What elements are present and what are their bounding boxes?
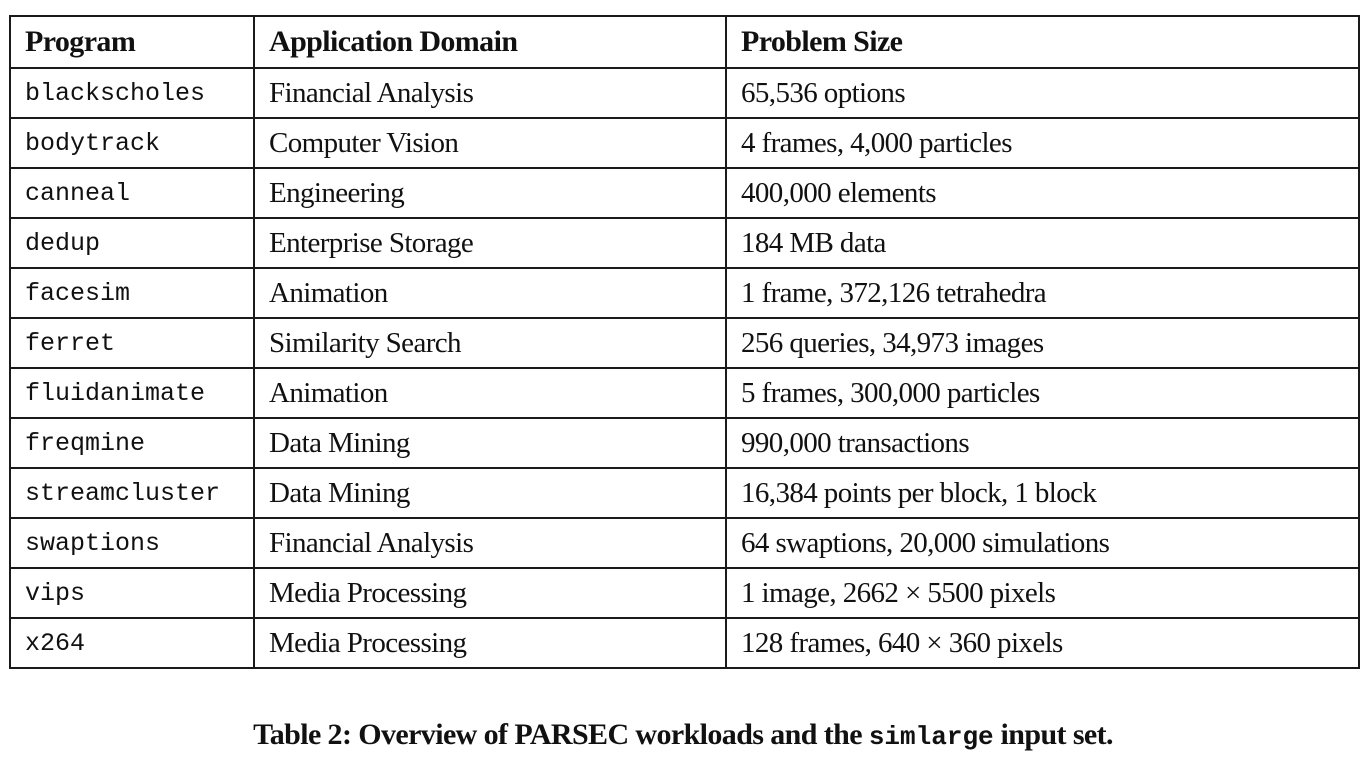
table-header-row	[10, 16, 1359, 68]
problem-size-cell: 256 queries, 34,973 images	[726, 318, 1359, 368]
table-row	[10, 568, 1359, 618]
program-cell: blackscholes	[10, 68, 254, 118]
program-cell: bodytrack	[10, 118, 254, 168]
problem-size-cell: 65,536 options	[726, 68, 1359, 118]
domain-cell: Media Processing	[254, 568, 726, 618]
domain-cell: Similarity Search	[254, 318, 726, 368]
domain-cell: Engineering	[254, 168, 726, 218]
table-row	[10, 268, 1359, 318]
program-cell: facesim	[10, 268, 254, 318]
domain-cell: Animation	[254, 368, 726, 418]
program-cell: swaptions	[10, 518, 254, 568]
problem-size-cell: 4 frames, 4,000 particles	[726, 118, 1359, 168]
header-program: Program	[10, 16, 254, 68]
domain-cell: Data Mining	[254, 418, 726, 468]
problem-size-cell: 184 MB data	[726, 218, 1359, 268]
program-cell: canneal	[10, 168, 254, 218]
problem-size-cell: 5 frames, 300,000 particles	[726, 368, 1359, 418]
program-cell: ferret	[10, 318, 254, 368]
problem-size-cell: 128 frames, 640 × 360 pixels	[726, 618, 1359, 668]
table-row	[10, 518, 1359, 568]
table-row	[10, 618, 1359, 668]
table-row	[10, 218, 1359, 268]
domain-cell: Enterprise Storage	[254, 218, 726, 268]
workloads-table	[9, 15, 1360, 669]
problem-size-cell: 1 image, 2662 × 5500 pixels	[726, 568, 1359, 618]
program-cell: x264	[10, 618, 254, 668]
program-cell: freqmine	[10, 418, 254, 468]
table-row	[10, 368, 1359, 418]
workloads-table-container	[9, 15, 1358, 669]
problem-size-cell: 64 swaptions, 20,000 simulations	[726, 518, 1359, 568]
table-row	[10, 468, 1359, 518]
table-row	[10, 118, 1359, 168]
problem-size-cell: 1 frame, 372,126 tetrahedra	[726, 268, 1359, 318]
problem-size-cell: 400,000 elements	[726, 168, 1359, 218]
domain-cell: Data Mining	[254, 468, 726, 518]
domain-cell: Financial Analysis	[254, 68, 726, 118]
header-problem-size: Problem Size	[726, 16, 1359, 68]
table-row	[10, 168, 1359, 218]
header-application-domain: Application Domain	[254, 16, 726, 68]
table-row	[10, 318, 1359, 368]
caption-suffix: input set.	[993, 718, 1113, 751]
table-row	[10, 68, 1359, 118]
table-body	[10, 68, 1359, 668]
domain-cell: Media Processing	[254, 618, 726, 668]
program-cell: dedup	[10, 218, 254, 268]
domain-cell: Animation	[254, 268, 726, 318]
domain-cell: Computer Vision	[254, 118, 726, 168]
problem-size-cell: 16,384 points per block, 1 block	[726, 468, 1359, 518]
table-row	[10, 418, 1359, 468]
table-caption	[0, 718, 1366, 752]
program-cell: streamcluster	[10, 468, 254, 518]
program-cell: vips	[10, 568, 254, 618]
domain-cell: Financial Analysis	[254, 518, 726, 568]
program-cell: fluidanimate	[10, 368, 254, 418]
caption-code: simlarge	[868, 722, 994, 752]
problem-size-cell: 990,000 transactions	[726, 418, 1359, 468]
caption-prefix: Table 2: Overview of PARSEC workloads and the	[253, 718, 869, 751]
